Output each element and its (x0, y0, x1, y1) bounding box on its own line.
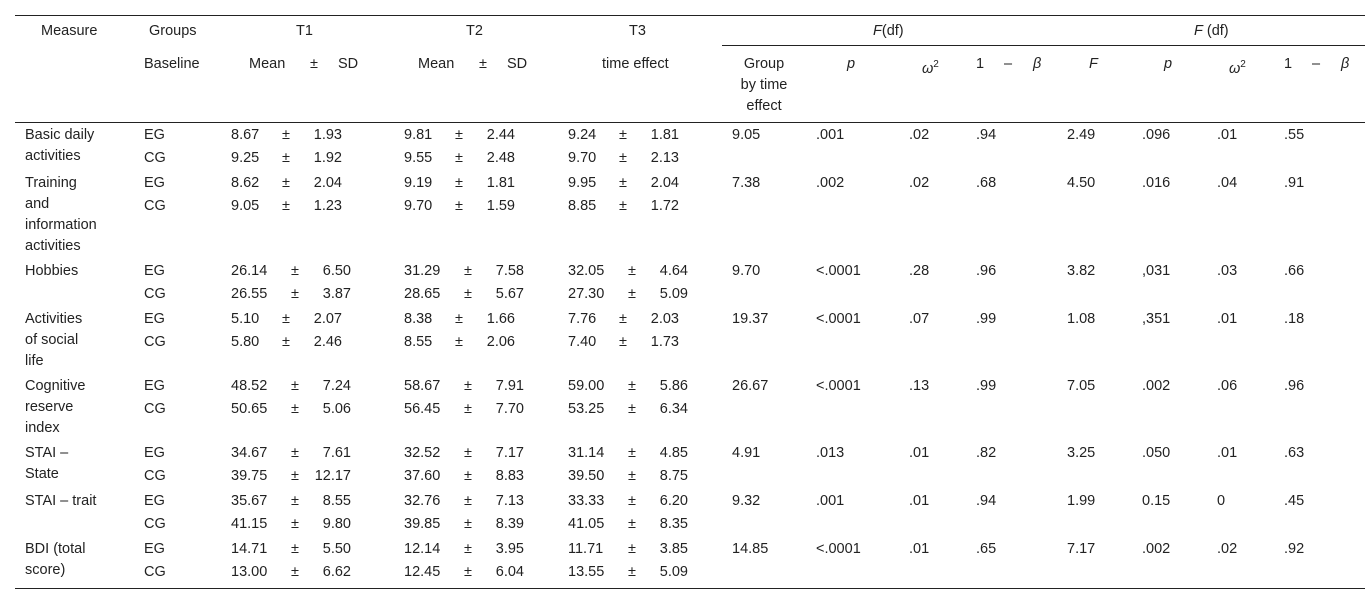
t3-mean: 27.30 (568, 286, 605, 302)
measure-label: reserve (25, 399, 74, 415)
t2-pm: ± (464, 493, 472, 509)
t1-sd: 1.92 (313, 150, 342, 166)
t1-mean: 8.67 (231, 127, 260, 143)
t1-mean: 9.05 (231, 198, 260, 214)
t1-mean: 41.15 (231, 516, 268, 532)
t1-pm: ± (291, 378, 299, 394)
f-symbol: F (873, 23, 882, 39)
measure-label: Hobbies (25, 263, 79, 279)
t1-sd: 2.07 (313, 311, 342, 327)
t1-pm: ± (291, 286, 299, 302)
t1-pm: ± (291, 516, 299, 532)
measure-label: Training (25, 175, 77, 191)
t2-mean: 28.65 (404, 286, 441, 302)
header-t2-mean: Mean (418, 56, 455, 72)
t2-sd: 7.58 (495, 263, 524, 279)
fdf-rule (722, 45, 1365, 46)
t3-pm: ± (619, 175, 627, 191)
t3-mean: 13.55 (568, 564, 605, 580)
t3-pm: ± (628, 263, 636, 279)
group-by-time-f: 4.91 (732, 445, 761, 461)
header-bottom-rule (15, 122, 1365, 123)
t2-pm: ± (455, 311, 463, 327)
t3-sd: 1.81 (650, 127, 679, 143)
t2-pm: ± (464, 564, 472, 580)
t1-mean: 39.75 (231, 468, 268, 484)
group-label: CG (144, 286, 166, 302)
group-by-time-omega2: .02 (909, 175, 930, 191)
t1-mean: 8.62 (231, 175, 260, 191)
t3-sd: 5.09 (659, 286, 688, 302)
bottom-rule (15, 588, 1365, 589)
t2-mean: 12.14 (404, 541, 441, 557)
time-omega2: .02 (1217, 541, 1238, 557)
t3-pm: ± (619, 127, 627, 143)
t3-pm: ± (628, 378, 636, 394)
time-p: ,351 (1142, 311, 1171, 327)
header-measure: Measure (41, 23, 98, 39)
t1-pm: ± (291, 263, 299, 279)
group-by-time-p: <.0001 (816, 263, 861, 279)
t2-mean: 56.45 (404, 401, 441, 417)
time-omega2: .06 (1217, 378, 1238, 394)
t3-mean: 59.00 (568, 378, 605, 394)
time-power: .92 (1284, 541, 1305, 557)
t3-sd: 5.86 (659, 378, 688, 394)
t1-sd: 8.55 (322, 493, 351, 509)
header-t2-pm: ± (479, 56, 487, 72)
group-by-time-power: .68 (976, 175, 997, 191)
omega-symbol: ω (1229, 60, 1241, 77)
t2-sd: 2.06 (486, 334, 515, 350)
t3-mean: 9.70 (568, 150, 597, 166)
time-f: 1.99 (1067, 493, 1096, 509)
df-label: (df) (1202, 23, 1229, 39)
measure-label: Cognitive (25, 378, 86, 394)
t2-sd: 1.66 (486, 311, 515, 327)
time-power: .66 (1284, 263, 1305, 279)
t2-sd: 7.13 (495, 493, 524, 509)
time-f: 1.08 (1067, 311, 1096, 327)
t1-sd: 12.17 (314, 468, 351, 484)
measure-label: score) (25, 562, 66, 578)
t2-sd: 2.48 (486, 150, 515, 166)
time-f: 3.82 (1067, 263, 1096, 279)
t2-pm: ± (464, 378, 472, 394)
t2-pm: ± (464, 516, 472, 532)
t1-mean: 13.00 (231, 564, 268, 580)
header-t1-sd: SD (338, 56, 359, 72)
time-p: ,031 (1142, 263, 1171, 279)
t1-mean: 35.67 (231, 493, 268, 509)
t1-sd: 7.24 (322, 378, 351, 394)
t1-mean: 5.80 (231, 334, 260, 350)
t2-sd: 1.59 (486, 198, 515, 214)
group-label: EG (144, 263, 165, 279)
t3-pm: ± (619, 150, 627, 166)
df-label: (df) (881, 23, 904, 39)
measure-label: STAI – (25, 445, 69, 461)
group-by-time-f: 9.70 (732, 263, 761, 279)
t3-sd: 5.09 (659, 564, 688, 580)
t3-sd: 8.75 (659, 468, 688, 484)
group-by-time-omega2: .01 (909, 493, 930, 509)
t2-pm: ± (455, 175, 463, 191)
t2-pm: ± (464, 541, 472, 557)
header-baseline: Baseline (144, 56, 200, 72)
group-by-time-p: .001 (816, 127, 845, 143)
t1-pm: ± (282, 334, 290, 350)
t3-sd: 6.20 (659, 493, 688, 509)
group-by-time-f: 9.32 (732, 493, 761, 509)
header-omega-a (922, 54, 939, 80)
t2-sd: 6.04 (495, 564, 524, 580)
header-p-b: p (1164, 56, 1173, 72)
measure-label: information (25, 217, 97, 233)
time-power: .45 (1284, 493, 1305, 509)
t1-mean: 5.10 (231, 311, 260, 327)
group-by-time-power: .65 (976, 541, 997, 557)
group-by-time-omega2: .02 (909, 127, 930, 143)
t3-sd: 4.64 (659, 263, 688, 279)
time-power: .55 (1284, 127, 1305, 143)
group-label: CG (144, 564, 166, 580)
t3-mean: 11.71 (568, 541, 604, 557)
f-symbol: F (1194, 23, 1203, 39)
t2-pm: ± (464, 445, 472, 461)
t1-sd: 9.80 (322, 516, 351, 532)
measure-label: activities (25, 148, 81, 164)
t2-mean: 8.55 (404, 334, 433, 350)
t1-pm: ± (291, 401, 299, 417)
t3-pm: ± (628, 401, 636, 417)
t1-pm: ± (291, 493, 299, 509)
t2-mean: 37.60 (404, 468, 441, 484)
omega-sup: 2 (933, 59, 939, 70)
group-by-time-p: <.0001 (816, 311, 861, 327)
t3-pm: ± (628, 468, 636, 484)
t1-pm: ± (291, 564, 299, 580)
time-omega2: .01 (1217, 311, 1238, 327)
group-label: EG (144, 311, 165, 327)
header-group-by-time-1: Group (743, 56, 785, 72)
group-by-time-f: 26.67 (732, 378, 769, 394)
t1-sd: 3.87 (322, 286, 351, 302)
t3-sd: 2.13 (650, 150, 679, 166)
t3-mean: 8.85 (568, 198, 597, 214)
t1-mean: 9.25 (231, 150, 260, 166)
header-F-b: F (1089, 56, 1098, 72)
t2-sd: 5.67 (495, 286, 524, 302)
t3-mean: 41.05 (568, 516, 605, 532)
t2-sd: 8.83 (495, 468, 524, 484)
omega-sup: 2 (1240, 59, 1246, 70)
t1-sd: 7.61 (322, 445, 351, 461)
omega-symbol: ω (922, 60, 934, 77)
measure-label: activities (25, 238, 81, 254)
time-f: 4.50 (1067, 175, 1096, 191)
measure-label: Basic daily (25, 127, 95, 143)
group-label: EG (144, 493, 165, 509)
measure-label: BDI (total (25, 541, 86, 557)
group-by-time-f: 9.05 (732, 127, 761, 143)
group-label: CG (144, 150, 166, 166)
group-by-time-power: .99 (976, 378, 997, 394)
t1-mean: 14.71 (231, 541, 268, 557)
group-by-time-p: .001 (816, 493, 845, 509)
header-t3-time-effect: time effect (602, 56, 669, 72)
t2-sd: 2.44 (486, 127, 515, 143)
group-label: EG (144, 127, 165, 143)
t3-pm: ± (628, 445, 636, 461)
t2-mean: 12.45 (404, 564, 441, 580)
t3-sd: 4.85 (659, 445, 688, 461)
t2-mean: 9.19 (404, 175, 433, 191)
time-p: .050 (1142, 445, 1171, 461)
t2-pm: ± (455, 198, 463, 214)
t1-sd: 1.23 (313, 198, 342, 214)
t2-pm: ± (464, 401, 472, 417)
t1-mean: 26.55 (231, 286, 268, 302)
group-by-time-power: .94 (976, 127, 997, 143)
time-power: .91 (1284, 175, 1305, 191)
group-by-time-p: <.0001 (816, 541, 861, 557)
t1-sd: 2.46 (313, 334, 342, 350)
header-power-b-beta: β (1341, 56, 1350, 72)
group-label: CG (144, 198, 166, 214)
group-by-time-omega2: .01 (909, 541, 930, 557)
header-power-a-beta: β (1033, 56, 1042, 72)
t3-sd: 1.73 (650, 334, 679, 350)
header-power-b-dash: – (1312, 56, 1321, 72)
t2-mean: 39.85 (404, 516, 441, 532)
header-power-a-dash: – (1004, 56, 1013, 72)
t1-sd: 5.50 (322, 541, 351, 557)
time-p: .002 (1142, 378, 1171, 394)
t1-pm: ± (291, 468, 299, 484)
time-f: 2.49 (1067, 127, 1096, 143)
t3-pm: ± (628, 516, 636, 532)
time-p: .002 (1142, 541, 1171, 557)
t3-mean: 33.33 (568, 493, 605, 509)
header-t1-mean: Mean (249, 56, 286, 72)
t2-mean: 9.81 (404, 127, 433, 143)
t3-mean: 7.40 (568, 334, 597, 350)
t1-sd: 6.50 (322, 263, 351, 279)
t2-sd: 7.91 (495, 378, 524, 394)
group-by-time-power: .99 (976, 311, 997, 327)
measure-label: and (25, 196, 50, 212)
t2-mean: 58.67 (404, 378, 441, 394)
t2-mean: 9.70 (404, 198, 433, 214)
group-by-time-omega2: .01 (909, 445, 930, 461)
group-by-time-p: .002 (816, 175, 845, 191)
t3-sd: 2.03 (650, 311, 679, 327)
group-by-time-f: 14.85 (732, 541, 769, 557)
time-p: .096 (1142, 127, 1171, 143)
group-by-time-p: .013 (816, 445, 845, 461)
t2-mean: 8.38 (404, 311, 433, 327)
time-omega2: .04 (1217, 175, 1238, 191)
t2-sd: 1.81 (486, 175, 515, 191)
t2-pm: ± (455, 127, 463, 143)
header-t3: T3 (629, 23, 646, 39)
t3-sd: 6.34 (659, 401, 688, 417)
header-power-a-one: 1 (976, 56, 985, 72)
header-t1-pm: ± (310, 56, 318, 72)
t1-pm: ± (282, 150, 290, 166)
group-by-time-power: .94 (976, 493, 997, 509)
header-t1: T1 (296, 23, 313, 39)
t3-pm: ± (628, 493, 636, 509)
t3-pm: ± (619, 334, 627, 350)
group-by-time-power: .82 (976, 445, 997, 461)
header-omega-b (1229, 54, 1246, 80)
t1-pm: ± (282, 198, 290, 214)
time-f: 7.17 (1067, 541, 1096, 557)
t2-mean: 31.29 (404, 263, 441, 279)
group-by-time-power: .96 (976, 263, 997, 279)
t1-sd: 5.06 (322, 401, 351, 417)
time-omega2: .03 (1217, 263, 1238, 279)
group-by-time-f: 7.38 (732, 175, 761, 191)
time-power: .18 (1284, 311, 1305, 327)
t2-sd: 7.17 (495, 445, 524, 461)
group-label: EG (144, 175, 165, 191)
header-fdf-time (1194, 21, 1229, 42)
t1-pm: ± (291, 445, 299, 461)
t2-sd: 3.95 (495, 541, 524, 557)
t3-mean: 9.95 (568, 175, 597, 191)
t2-mean: 32.76 (404, 493, 441, 509)
t2-pm: ± (455, 150, 463, 166)
measure-label: life (25, 353, 44, 369)
t3-sd: 1.72 (650, 198, 679, 214)
group-by-time-p: <.0001 (816, 378, 861, 394)
measure-label: index (25, 420, 60, 436)
time-power: .96 (1284, 378, 1305, 394)
t2-pm: ± (464, 263, 472, 279)
time-omega2: .01 (1217, 445, 1238, 461)
t3-mean: 9.24 (568, 127, 597, 143)
t1-pm: ± (282, 175, 290, 191)
time-f: 7.05 (1067, 378, 1096, 394)
time-f: 3.25 (1067, 445, 1096, 461)
group-label: EG (144, 378, 165, 394)
group-label: CG (144, 401, 166, 417)
header-group-by-time-3: effect (746, 98, 782, 114)
t2-sd: 8.39 (495, 516, 524, 532)
t3-mean: 32.05 (568, 263, 605, 279)
t3-pm: ± (619, 311, 627, 327)
t3-mean: 39.50 (568, 468, 605, 484)
t1-sd: 6.62 (322, 564, 351, 580)
t1-mean: 48.52 (231, 378, 268, 394)
group-by-time-omega2: .07 (909, 311, 930, 327)
time-omega2: .01 (1217, 127, 1238, 143)
t1-sd: 2.04 (313, 175, 342, 191)
t1-pm: ± (291, 541, 299, 557)
group-label: EG (144, 541, 165, 557)
t2-pm: ± (464, 468, 472, 484)
header-p-a: p (847, 56, 856, 72)
t3-sd: 2.04 (650, 175, 679, 191)
header-t2: T2 (466, 23, 483, 39)
t3-pm: ± (628, 541, 636, 557)
t2-pm: ± (464, 286, 472, 302)
t2-mean: 32.52 (404, 445, 441, 461)
t1-mean: 50.65 (231, 401, 268, 417)
t3-pm: ± (628, 564, 636, 580)
t1-mean: 26.14 (231, 263, 268, 279)
top-rule (15, 15, 1365, 16)
t3-mean: 53.25 (568, 401, 605, 417)
t2-pm: ± (455, 334, 463, 350)
t1-sd: 1.93 (313, 127, 342, 143)
t3-sd: 8.35 (659, 516, 688, 532)
t3-sd: 3.85 (659, 541, 688, 557)
measure-label: State (25, 466, 59, 482)
t2-mean: 9.55 (404, 150, 433, 166)
group-label: CG (144, 468, 166, 484)
group-by-time-f: 19.37 (732, 311, 769, 327)
t3-mean: 7.76 (568, 311, 597, 327)
t1-pm: ± (282, 127, 290, 143)
measure-label: of social (25, 332, 79, 348)
group-label: EG (144, 445, 165, 461)
measure-label: Activities (25, 311, 83, 327)
group-label: CG (144, 516, 166, 532)
time-p: 0.15 (1142, 493, 1171, 509)
t2-sd: 7.70 (495, 401, 524, 417)
t3-pm: ± (628, 286, 636, 302)
t3-pm: ± (619, 198, 627, 214)
header-power-b-one: 1 (1284, 56, 1293, 72)
time-p: .016 (1142, 175, 1171, 191)
t1-pm: ± (282, 311, 290, 327)
group-by-time-omega2: .28 (909, 263, 930, 279)
time-power: .63 (1284, 445, 1305, 461)
header-groups: Groups (149, 23, 197, 39)
measure-label: STAI – trait (25, 493, 97, 509)
group-by-time-omega2: .13 (909, 378, 930, 394)
time-omega2: 0 (1217, 493, 1226, 509)
t3-mean: 31.14 (568, 445, 605, 461)
header-group-by-time-2: by time (740, 77, 788, 93)
t1-mean: 34.67 (231, 445, 268, 461)
header-t2-sd: SD (507, 56, 528, 72)
group-label: CG (144, 334, 166, 350)
header-fdf-group (873, 21, 904, 42)
